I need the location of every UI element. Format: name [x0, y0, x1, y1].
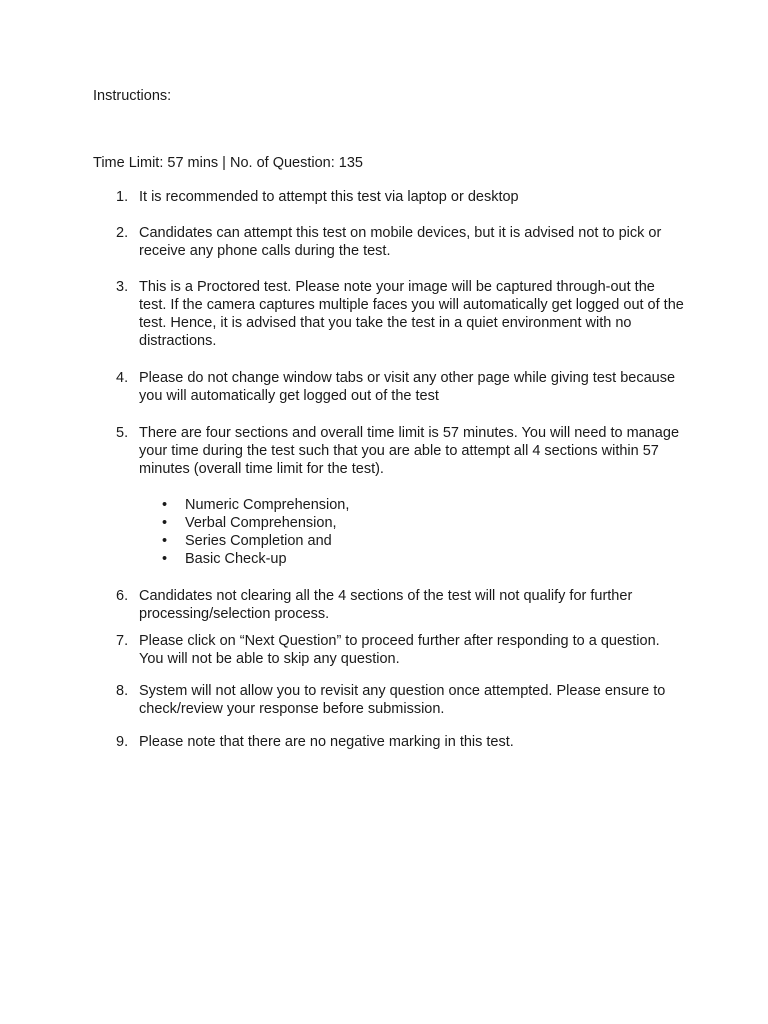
instruction-item [116, 278, 686, 350]
item-number: 1. [116, 189, 129, 205]
instruction-item [116, 682, 686, 718]
test-meta: Time Limit: 57 mins | No. of Question: 135 [93, 155, 363, 171]
bullet-icon: • [162, 497, 168, 513]
item-text: Candidates can attempt this test on mobile devices, but it is advised not to pick or receive any phone calls during the test. [139, 225, 662, 259]
item-text: This is a Proctored test. Please note your image will be captured through-out the test. If the camera captures multiple faces you will automatically get logged out of the test. Hence, it is advised that you take the test in a quiet environment with no distractions. [139, 279, 684, 349]
item-text: Please note that there are no negative marking in this test. [139, 734, 514, 750]
item-number: 3. [116, 279, 129, 295]
bullet-icon: • [162, 515, 168, 531]
sections-list [160, 496, 349, 568]
page-heading: Instructions: [93, 88, 172, 104]
section-item [160, 550, 349, 568]
item-text: Please click on “Next Question” to proceed further after responding to a question. You will not be able to skip any question. [139, 633, 660, 667]
section-item [160, 514, 349, 532]
item-text: It is recommended to attempt this test via laptop or desktop [139, 189, 519, 205]
item-number: 8. [116, 683, 129, 699]
section-label: Numeric Comprehension, [185, 497, 350, 513]
section-item [160, 496, 349, 514]
instruction-item [116, 424, 686, 478]
item-text: System will not allow you to revisit any question once attempted. Please ensure to check/review your response before submission. [139, 683, 666, 717]
instruction-item [116, 587, 686, 623]
section-label: Verbal Comprehension, [185, 515, 337, 531]
item-number: 5. [116, 425, 129, 441]
item-number: 9. [116, 734, 129, 750]
item-number: 6. [116, 588, 129, 604]
item-text: Candidates not clearing all the 4 sections of the test will not qualify for further processing/selection process. [139, 588, 633, 622]
item-number: 4. [116, 370, 129, 386]
instruction-item [116, 632, 686, 668]
section-label: Basic Check-up [185, 551, 287, 567]
instruction-item [116, 369, 686, 405]
item-text: Please do not change window tabs or visit any other page while giving test because you will automatically get logged out of the test [139, 370, 676, 404]
bullet-icon: • [162, 551, 168, 567]
item-number: 2. [116, 225, 129, 241]
item-text: There are four sections and overall time limit is 57 minutes. You will need to manage your time during the test such that you are able to attempt all 4 sections within 57 minutes (overall time limit for the test). [139, 425, 680, 477]
instruction-item [116, 733, 686, 751]
instruction-item [116, 188, 686, 206]
item-number: 7. [116, 633, 129, 649]
section-label: Series Completion and [185, 533, 332, 549]
section-item [160, 532, 349, 550]
instruction-item [116, 224, 686, 260]
bullet-icon: • [162, 533, 168, 549]
